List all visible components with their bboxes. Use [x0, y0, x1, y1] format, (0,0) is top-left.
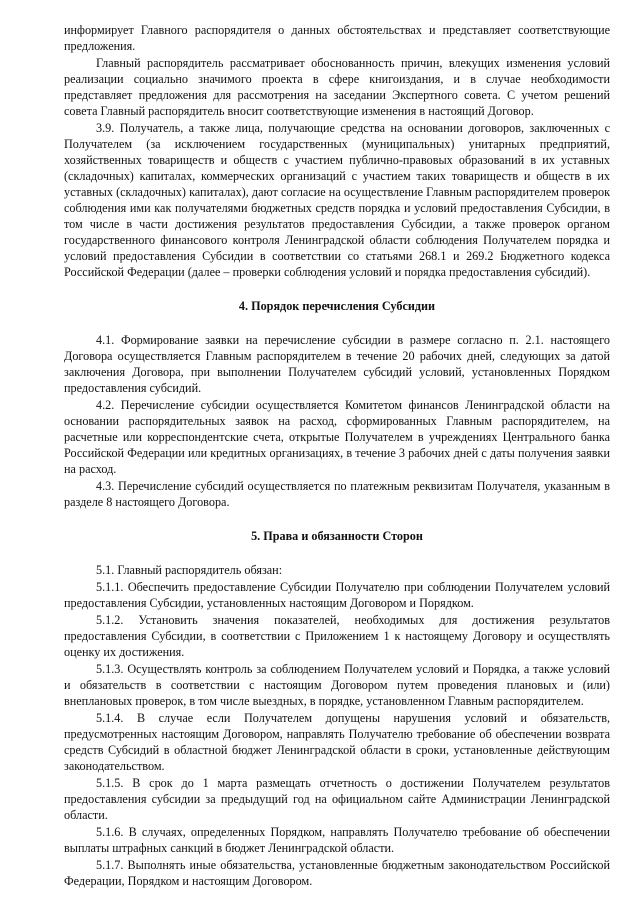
- section-heading-4: 4. Порядок перечисления Субсидии: [238, 299, 436, 313]
- paragraph-4-3: 4.3. Перечисление субсидий осуществляется по платежным реквизитам Получателя, указанным в разделе 8 настоящего Договора.: [64, 479, 610, 509]
- paragraph-5-1-4: 5.1.4. В случае если Получателем допущены нарушения условий и обязательств, предусмотренных настоящим Договором, направлять Получателю требование об обеспечении возврата средств Субсидий в областной бюджет Ленинградской области в сроки, установленные действующим законодательством.: [64, 711, 610, 773]
- paragraph-5-1-6: 5.1.6. В случаях, определенных Порядком, направлять Получателю требование об обеспечении выплаты штрафных санкций в бюджет Ленинградской области.: [64, 825, 610, 855]
- section-heading-5: 5. Права и обязанности Сторон: [251, 529, 423, 543]
- paragraph-5-1: 5.1. Главный распорядитель обязан:: [96, 563, 283, 577]
- paragraph-5-1-7: 5.1.7. Выполнять иные обязательства, установленные бюджетным законодательством Российской Федерации, Порядком и настоящим Договором.: [64, 858, 610, 888]
- paragraph-5-1-5: 5.1.5. В срок до 1 марта размещать отчетность о достижении Получателем результатов предоставления субсидии за предыдущий год на официальном сайте Администрации Ленинградской области.: [64, 776, 610, 822]
- paragraph-5-1-2: 5.1.2. Установить значения показателей, необходимых для достижения результатов предоставления Субсидии, в соответствии с Приложением 1 к настоящему Договору и осуществлять оценку их достижения.: [64, 613, 610, 659]
- paragraph-4-1: 4.1. Формирование заявки на перечисление субсидии в размере согласно п. 2.1. настоящего Договора осуществляется Главным распорядителем в течение 20 рабочих дней, следующих за датой заключения Договора, при выполнении Получателем субсидий условий, установленных Порядком предоставления субсидий.: [64, 333, 610, 395]
- paragraph-changes-review: Главный распорядитель рассматривает обоснованность причин, влекущих изменения условий реализации социально значимого проекта в сфере книгоиздания, и в случае необходимости представляет предложения для рассмотрения на заседании Экспертного совета. С учетом решений совета Главный распорядитель вносит соответствующие изменения в настоящий Договор.: [64, 56, 610, 118]
- paragraph-continuation: информирует Главного распорядителя о данных обстоятельствах и представляет соответствующие предложения.: [64, 23, 610, 53]
- paragraph-4-2: 4.2. Перечисление субсидии осуществляется Комитетом финансов Ленинградской области на основании распорядительных заявок на расход, сформированных Главным распорядителем, на расчетные или корреспондентские счета, открытые Получателем в учреждениях Центрального банка Российской Федерации или кредитных организациях, в течение 3 рабочих дней с даты получения заявки на расход.: [64, 398, 610, 476]
- paragraph-5-1-1: 5.1.1. Обеспечить предоставление Субсидии Получателю при соблюдении Получателем условий предоставления Субсидии, установленных настоящим Договором и Порядком.: [64, 580, 610, 610]
- paragraph-3-9: 3.9. Получатель, а также лица, получающие средства на основании договоров, заключенных с Получателем (за исключением государственных (муниципальных) унитарных предприятий, хозяйственных товариществ и обществ с участием публично-правовых образований в их уставных (складочных) капиталах, коммерческих организаций с участием таких товариществ и обществ в их уставных (складочных) капиталах), дают согласие на осуществление Главным распорядителем проверок соблюдения ими как получателями бюджетных средств порядка и условий предоставления Субсидии, в том числе в части достижения результатов предоставления Субсидии, а также проверок органом государственного финансового контроля Ленинградской области соблюдения Получателем порядка и условий предоставления Субсидии в соответствии со статьями 268.1 и 269.2 Бюджетного кодекса Российской Федерации (далее – проверки соблюдения условий и порядка предоставления субсидий).: [64, 121, 610, 279]
- paragraph-5-1-3: 5.1.3. Осуществлять контроль за соблюдением Получателем условий и Порядка, а также условий и обязательств в соответствии с настоящим Договором путем проведения плановых и (или) внеплановых проверок, в том числе выездных, в порядке, установленном Главным распорядителем.: [64, 662, 610, 708]
